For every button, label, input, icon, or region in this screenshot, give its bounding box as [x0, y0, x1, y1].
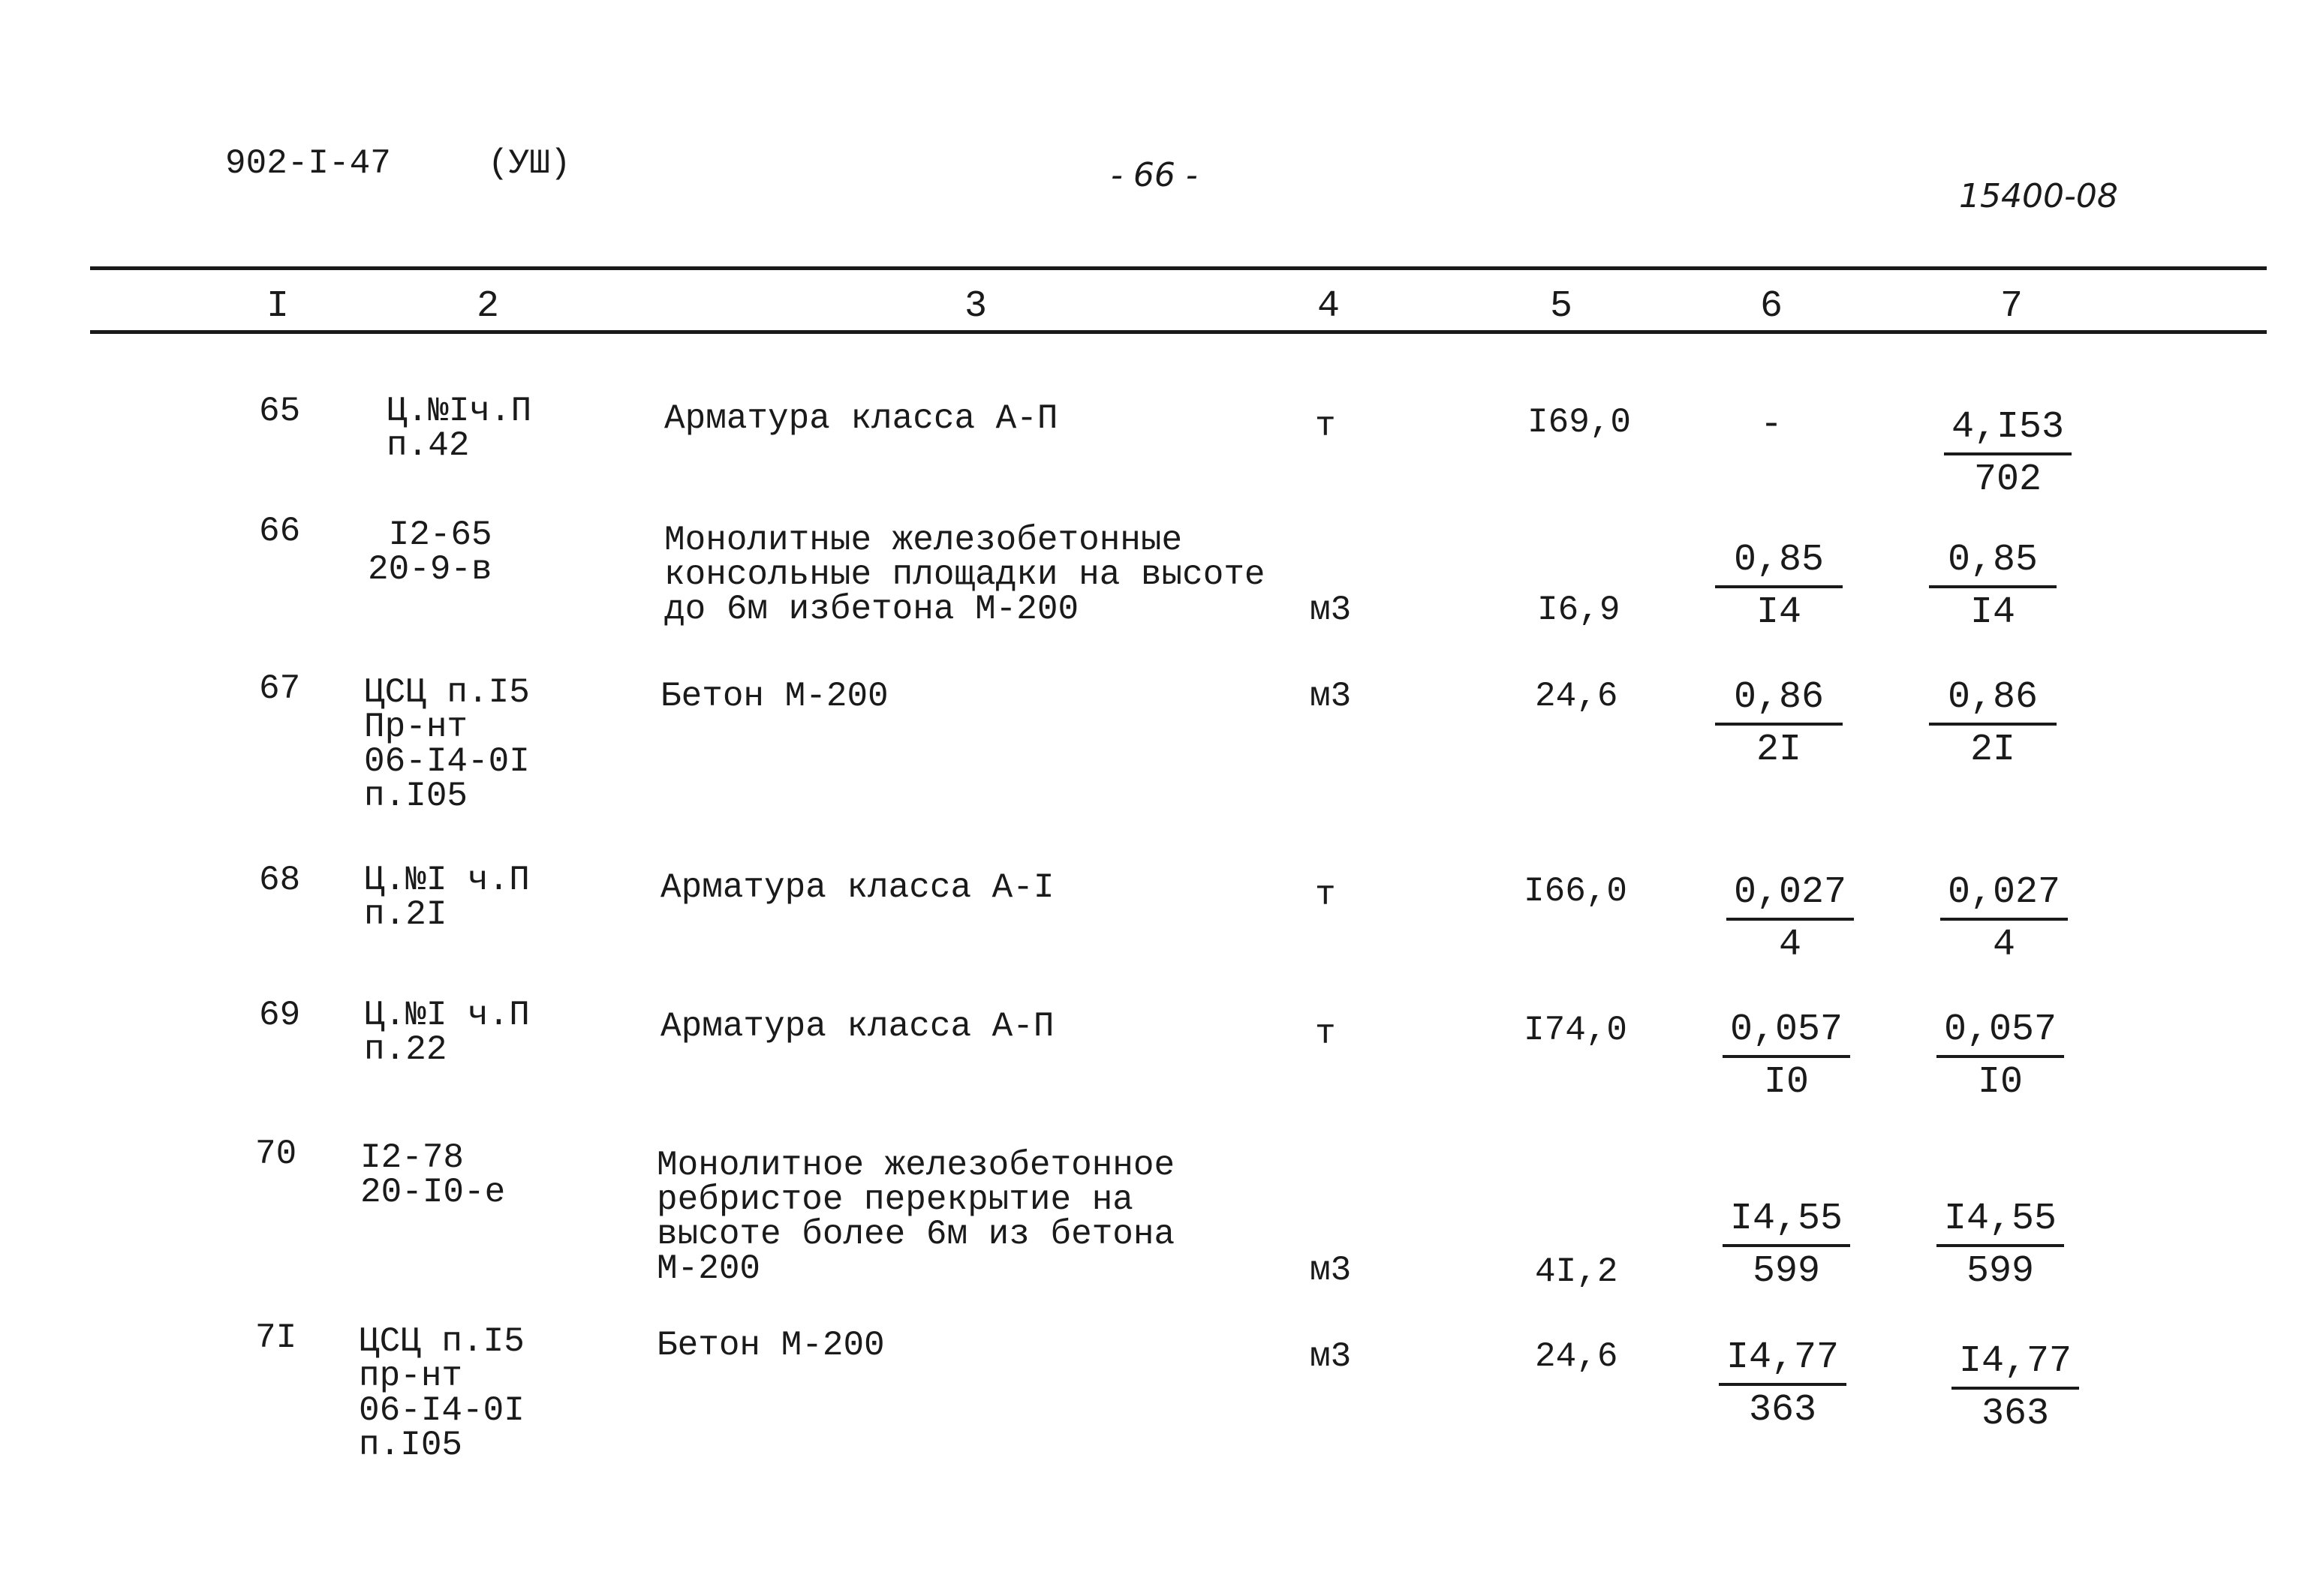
- row-unit: т: [1315, 876, 1336, 915]
- column-number-3: 3: [964, 285, 987, 328]
- section-label: (УШ): [488, 144, 571, 183]
- col7-denominator: 4: [1992, 924, 2015, 966]
- document-code: 902-I-47: [225, 144, 391, 183]
- row-col7-fraction: [1944, 406, 2072, 501]
- row-unit: т: [1315, 1014, 1336, 1053]
- col6-numerator: I4,55: [1723, 1201, 1850, 1247]
- column-number-7: 7: [2000, 285, 2023, 328]
- row-reference: I2-78 20-I0-е: [360, 1138, 506, 1212]
- row-price: I74,0: [1524, 1011, 1628, 1050]
- row-price: 24,6: [1535, 677, 1618, 716]
- row-description: Арматура класса А-П: [661, 1007, 1055, 1046]
- row-number: 65: [259, 392, 301, 431]
- col7-denominator: 702: [1973, 458, 2042, 501]
- col7-denominator: 363: [1981, 1393, 2049, 1435]
- col6-denominator: I0: [1763, 1061, 1809, 1104]
- row-reference: Ц.№I ч.П п.2I: [364, 861, 530, 934]
- row-price: I6,9: [1537, 591, 1620, 630]
- page-number: - 66 -: [1111, 156, 1198, 194]
- col6-denominator: 2I: [1756, 729, 1801, 771]
- row-col7-fraction: [1929, 539, 2057, 634]
- row-unit: м3: [1310, 1251, 1352, 1290]
- col6-numerator: I4,77: [1719, 1339, 1846, 1386]
- header-rule: [90, 330, 2267, 334]
- row-unit: т: [1315, 407, 1336, 446]
- col6-numerator: 0,85: [1715, 542, 1843, 588]
- row-number: 69: [259, 996, 301, 1035]
- row-col6-fraction: [1715, 676, 1843, 771]
- row-number: 68: [259, 861, 301, 900]
- col6-denominator: 4: [1778, 924, 1801, 966]
- col7-numerator: 0,027: [1940, 874, 2068, 921]
- col6-denominator: 599: [1752, 1250, 1820, 1293]
- row-col6-fraction: [1723, 1008, 1850, 1104]
- row-reference: I2-65 20-9-в: [368, 515, 492, 589]
- row-reference: ЦСЦ п.I5 пр-нт 06-I4-0I п.I05: [359, 1322, 525, 1465]
- row-number: 67: [259, 669, 301, 708]
- row-col7-fraction: [1929, 676, 2057, 771]
- document-number: 15400-08: [1959, 177, 2118, 215]
- col7-denominator: 2I: [1969, 729, 2015, 771]
- column-number-2: 2: [476, 285, 499, 328]
- row-unit: м3: [1310, 1337, 1352, 1376]
- col6-numerator: 0,057: [1723, 1011, 1850, 1058]
- column-number-6: 6: [1759, 285, 1783, 328]
- row-number: 7I: [255, 1318, 297, 1357]
- row-price: 24,6: [1535, 1337, 1618, 1376]
- column-number-5: 5: [1549, 285, 1572, 328]
- row-price: I66,0: [1524, 872, 1628, 911]
- col7-denominator: I4: [1969, 591, 2015, 634]
- col7-numerator: 0,057: [1936, 1011, 2064, 1058]
- col6-denominator: 363: [1748, 1389, 1816, 1432]
- row-description: Арматура класса А-I: [661, 868, 1055, 907]
- col6-numerator: 0,027: [1726, 874, 1854, 921]
- row-price: 4I,2: [1535, 1252, 1618, 1291]
- row-description: Бетон М-200: [657, 1326, 885, 1365]
- col7-numerator: I4,55: [1936, 1201, 2064, 1247]
- row-description: Монолитное железобетонное ребристое перекрытие на высоте более 6м из бетона М-200: [657, 1146, 1175, 1288]
- col7-numerator: 0,85: [1929, 542, 2057, 588]
- row-col7-fraction: [1940, 871, 2068, 966]
- row-col7-fraction: [1936, 1008, 2064, 1104]
- row-unit: м3: [1310, 591, 1352, 630]
- row-col6-fraction: [1719, 1336, 1846, 1432]
- col7-numerator: I4,77: [1951, 1343, 2079, 1390]
- row-description: Монолитные железобетонные консольные площадки на высоте до 6м избетона М-200: [664, 521, 1265, 629]
- row-col7-fraction: [1936, 1198, 2064, 1293]
- row-price: I69,0: [1527, 403, 1632, 442]
- col7-numerator: 0,86: [1929, 679, 2057, 726]
- row-number: 66: [259, 512, 301, 551]
- col7-numerator: 4,I53: [1944, 409, 2072, 455]
- row-description: Арматура класса А-П: [664, 399, 1058, 438]
- col6-numerator: 0,86: [1715, 679, 1843, 726]
- column-number-4: 4: [1316, 285, 1340, 328]
- row-col6-fraction: [1723, 1198, 1850, 1293]
- row-number: 70: [255, 1135, 297, 1174]
- col7-denominator: I0: [1977, 1061, 2023, 1104]
- row-unit: м3: [1310, 677, 1352, 716]
- row-reference: Ц.№Iч.П п.42: [387, 392, 532, 465]
- row-col6-fraction: [1715, 539, 1843, 634]
- top-rule: [90, 266, 2267, 270]
- row-reference: Ц.№I ч.П п.22: [364, 996, 530, 1069]
- row-col6-dash: -: [1760, 404, 1783, 446]
- column-number-1: I: [266, 285, 289, 328]
- row-reference: ЦСЦ п.I5 Пр-нт 06-I4-0I п.I05: [364, 673, 530, 816]
- col7-denominator: 599: [1966, 1250, 2034, 1293]
- col6-denominator: I4: [1756, 591, 1801, 634]
- row-description: Бетон М-200: [661, 677, 889, 716]
- row-col7-fraction: [1951, 1340, 2079, 1435]
- row-col6-fraction: [1726, 871, 1854, 966]
